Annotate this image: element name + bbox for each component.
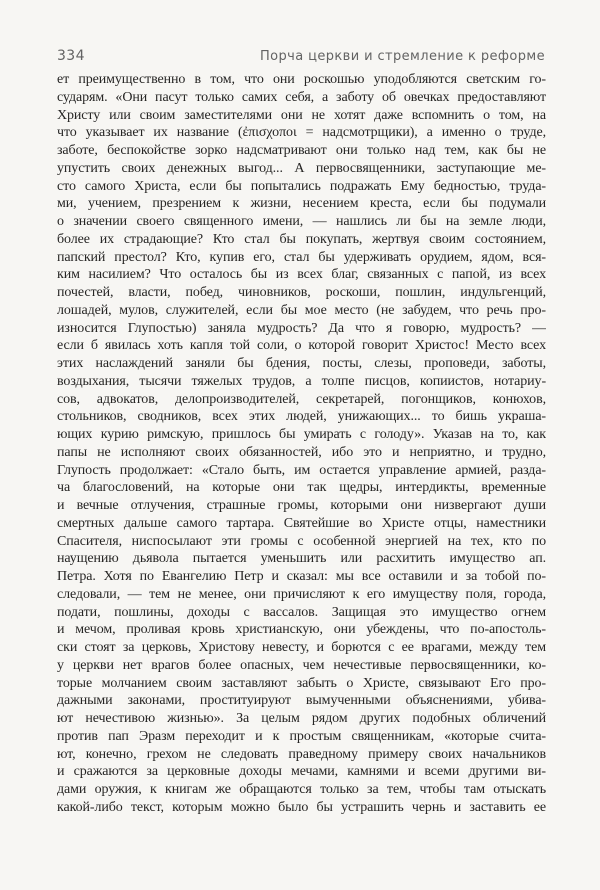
body-text [57,71,546,817]
text-line: ми, учением, презрением к жизни, несением креста, если бы подумали [57,196,546,212]
text-line: папский престол? Кто, купив его, стал бы удерживать орудием, ядом, вся- [57,249,546,265]
text-line: Петра. Хотя по Евангелию Петр и сказал: мы все оставили и за тобой по- [57,569,546,584]
text-line: что указывает их название (ἐπισχοποι = надсмотрщики), а именно о труде, [57,125,546,141]
text-line: против пап Эразм переходит и к простым священникам, «которые счита- [57,728,546,744]
text-line: Спасителя, ниспосылают эти громы с особенной энергией на тех, кто по [57,533,546,549]
page-header [57,48,545,64]
text-line: ют нечестивою жизнью». За целым рядом других подобных обличений [57,711,546,726]
text-line: торые молчанием своим заставляют забыть о Христе, связывают Его про- [57,675,546,691]
text-line: подати, пошлины, доходы с вассалов. Защищая это имущество огнем [57,604,546,620]
text-line: какой-либо текст, которым можно было бы устрашить чернь и заставить ее [57,799,546,815]
text-line: Христу или своим заместителями они не хотят даже вспомнить о том, на [57,107,546,123]
text-line: ски стоят за церковь, Христову невесту, и борются с ее врагами, между тем [57,640,546,655]
text-line: этих наслаждений заняли бы бдения, посты, слезы, проповеди, заботы, [57,356,546,371]
text-line: ющих курию римскую, пришлось бы умирать с голоду». Указав на то, как [57,427,546,442]
text-line: износится Глупостью) заняла мудрость? Да что я говорю, мудрость? — [57,320,546,336]
text-line: у церкви нет врагов более опасных, чем нечестивые первосвященники, ко- [57,657,546,673]
text-line: ет преимущественно в том, что они роскошью уподобляются светским го- [57,72,546,87]
text-line: наущению дьявола пытается уменьшить или расхитить имущество ап. [57,551,546,567]
text-line: стольников, сводников, всех этих людей, унижающих... то бишь украша- [57,409,546,425]
text-line: и сражаются за церковные доходы мечами, камнями и всеми другими ви- [57,764,546,780]
text-line: следовали, — тем не менее, они причисляют к его имуществу поля, города, [57,586,546,602]
text-line: ким насилием? Что осталось бы из всех благ, связанных с папой, из всех [57,267,546,283]
text-line: если б явилась хоть капля той соли, о которой говорит Христос! Место всех [57,338,546,354]
text-line: сов, адвокатов, делопроизводителей, секретарей, погонщиков, конюхов, [57,391,546,407]
text-line: о значении своего священного имени, — нашлись ли бы на земле люди, [57,214,546,229]
page-number: 334 [57,48,85,64]
text-line: почестей, власти, побед, чиновников, роскоши, пошлин, индульгенций, [57,285,546,300]
text-line: и вечные отлучения, страшные громы, которыми они низвергают души [57,498,546,513]
text-line: воздыхания, тысячи тяжелых трудов, а толпе писцов, копиистов, нотариу- [57,373,546,389]
text-line: и мечом, проливая кровь христианскую, они убеждены, что по-апостоль- [57,622,546,638]
text-line: ча благословений, на которые они так щедры, интердикты, временные [57,480,546,496]
text-line: Глупость продолжает: «Стало быть, им остается управление армией, разда- [57,462,546,478]
text-line: ют, конечно, грехом не следовать праведному примеру своих начальников [57,746,546,762]
text-line: сто самого Христа, если бы попытались подражать Ему бедностью, труда- [57,178,546,194]
text-line: папы не исполняют своих обязанностей, ибо это и неприятно, и трудно, [57,444,546,460]
text-line: дами оружия, к книгам же обращаются только за тем, чтобы там отыскать [57,782,546,797]
text-line: сударям. «Они пасут только самих себя, а заботу об овечках предоставляют [57,89,546,105]
running-title: Порча церкви и стремление к реформе [259,49,545,64]
text-line: смертных дальше самого тартара. Святейшие во Христе отцы, наместники [57,515,546,531]
text-line: заботе, беспокойстве зорко надсматривают они только над тем, как бы не [57,143,546,158]
text-line: дажными законами, проституируют вымученными объяснениями, убива- [57,693,546,709]
text-line: упустить своих денежных выгод... А первосвященники, заступающие ме- [57,160,546,176]
text-line: более их страдающие? Кто стал бы покупать, жертвуя своим состоянием, [57,231,546,247]
text-line: лошадей, мулов, служителей, если бы мое место (не забудем, что речь про- [57,302,546,318]
